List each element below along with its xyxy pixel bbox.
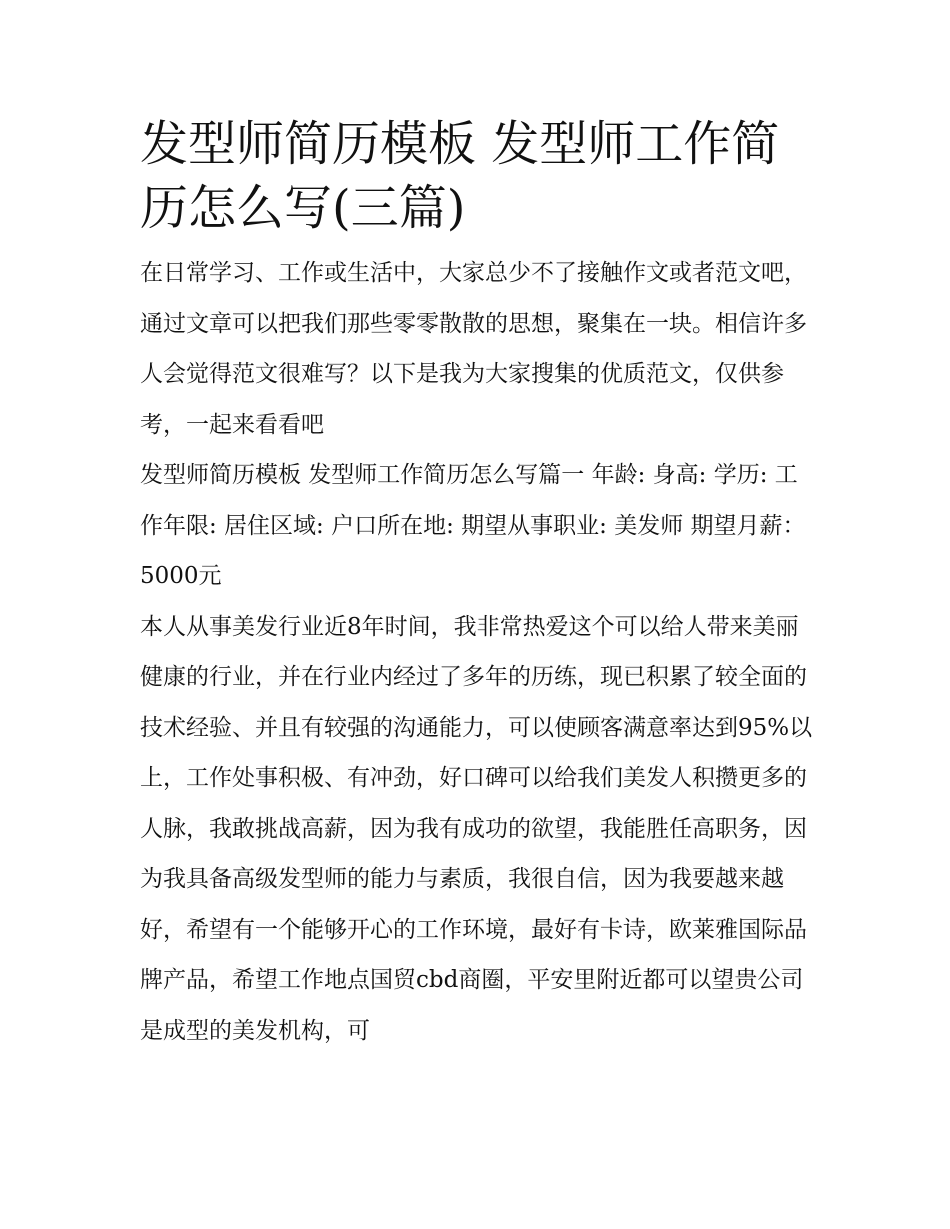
self-introduction-paragraph: 本人从事美发行业近8年时间，我非常热爱这个可以给人带来美丽健康的行业，并在行业内经过了多年的历练，现已积累了较全面的技术经验、并且有较强的沟通能力，可以使顾客满意率达到95%以上，工作处事积极、有冲劲，好口碑可以给我们美发人积攒更多的人脉，我敢挑战高薪，因为我有成功的欲望，我能胜任高职务，因为我具备高级发型师的能力与素质，我很自信，因为我要越来越好，希望有一个能够开心的工作环境，最好有卡诗，欧莱雅国际品牌产品，希望工作地点国贸cbd商圈，平安里附近都可以望贵公司是成型的美发机构，可	[140, 613, 813, 1044]
document-title: 发型师简历模板 发型师工作简历怎么写(三篇)	[140, 116, 780, 236]
document-page	[140, 112, 820, 1056]
intro-paragraph: 在日常学习、工作或生活中，大家总少不了接触作文或者范文吧，通过文章可以把我们那些零零散散的思想，聚集在一块。相信许多人会觉得范文很难写？以下是我为大家搜集的优质范文，仅供参考，一起来看看吧	[140, 260, 807, 438]
resume-basic-info-paragraph: 发型师简历模板 发型师工作简历怎么写篇一 年龄: 身高: 学历: 工作年限: 居住区域: 户口所在地: 期望从事职业: 美发师 期望月薪：5000元	[140, 462, 806, 589]
